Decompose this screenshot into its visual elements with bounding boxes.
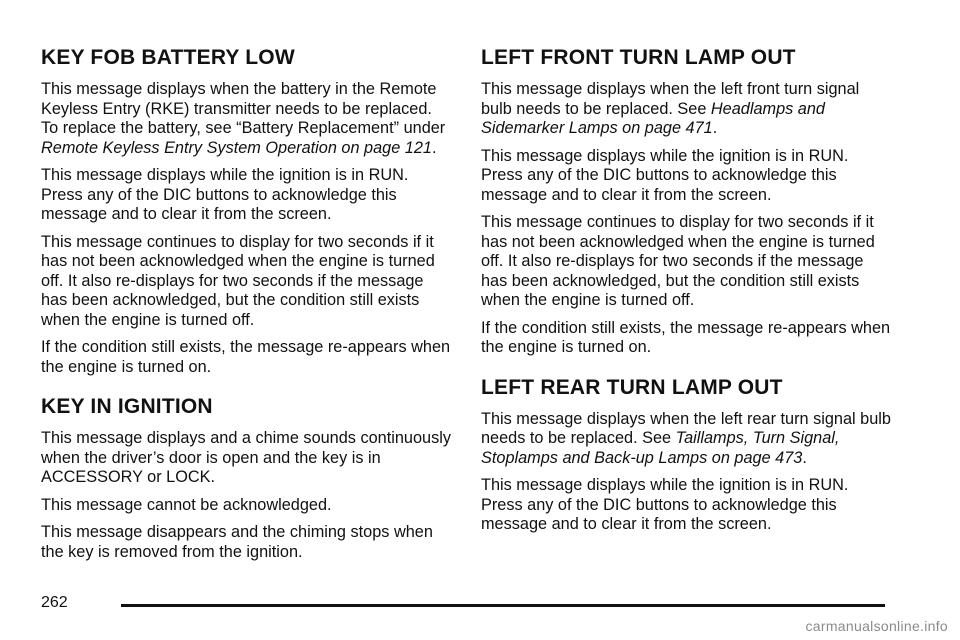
paragraph: This message cannot be acknowledged. [41,495,332,514]
watermark: carmanualsonline.info [805,618,948,634]
paragraph: If the condition still exists, the message re-appears when the engine is turned on. [41,338,451,376]
paragraph [481,80,891,139]
paragraph: This message displays while the ignition is in RUN. Press any of the DIC buttons to acknowledge this message and to clear it from the screen. [481,146,849,204]
paragraph [41,80,451,158]
section-title-key-fob-battery-low: KEY FOB BATTERY LOW [41,46,295,69]
paragraph: This message displays and a chime sounds continuously when the driver’s door is open and the key is in ACCESSORY or LOCK. [41,429,451,486]
paragraph [481,410,891,469]
paragraph-text: . [431,138,437,157]
paragraph-text: This message displays when the battery in the Remote Keyless Entry (RKE) transmitter needs to be replaced. To replace the battery, see “Battery Replacement” under [41,80,446,137]
paragraph-text: . [712,119,718,137]
paragraph: This message continues to display for two seconds if it has not been acknowledged when the engine is turned off. It also re-displays for two seconds if the message has been acknowledged, but the condition still exists when the engine is turned off. [481,213,875,309]
paragraph-text: This message displays when the left rear turn signal bulb needs to be replaced. See [481,409,891,447]
section-title-left-rear-turn-lamp-out: LEFT REAR TURN LAMP OUT [481,375,783,399]
paragraph: This message continues to display for two seconds if it has not been acknowledged when the engine is turned off. It also re-displays for two seconds if the message has been acknowledged, but the condition still exists when the engine is turned off. [41,232,435,329]
left-column [41,46,451,570]
cross-reference-link[interactable]: Taillamps, Turn Signal, Stoplamps and Back-up Lamps on page 473 [481,429,840,467]
right-column [481,46,891,543]
cross-reference-link[interactable]: Headlamps and Sidemarker Lamps on page 471 [481,99,825,137]
paragraph: This message disappears and the chiming stops when the key is removed from the ignition. [41,523,433,561]
paragraph-text: This message displays when the left front turn signal bulb needs to be replaced. See [481,80,860,118]
paragraph-text: . [802,448,807,467]
page-number: 262 [41,594,68,611]
cross-reference-link[interactable]: Remote Keyless Entry System Operation on page 121 [41,138,432,157]
footer-divider [121,604,885,607]
paragraph: If the condition still exists, the message re-appears when the engine is turned on. [481,318,891,356]
section-title-left-front-turn-lamp-out: LEFT FRONT TURN LAMP OUT [481,46,796,69]
paragraph: This message displays while the ignition is in RUN. Press any of the DIC buttons to acknowledge this message and to clear it from the screen. [41,166,409,223]
paragraph: This message displays while the ignition is in RUN. Press any of the DIC buttons to acknowledge this message and to clear it from the screen. [481,476,849,533]
section-title-key-in-ignition: KEY IN IGNITION [41,395,213,418]
